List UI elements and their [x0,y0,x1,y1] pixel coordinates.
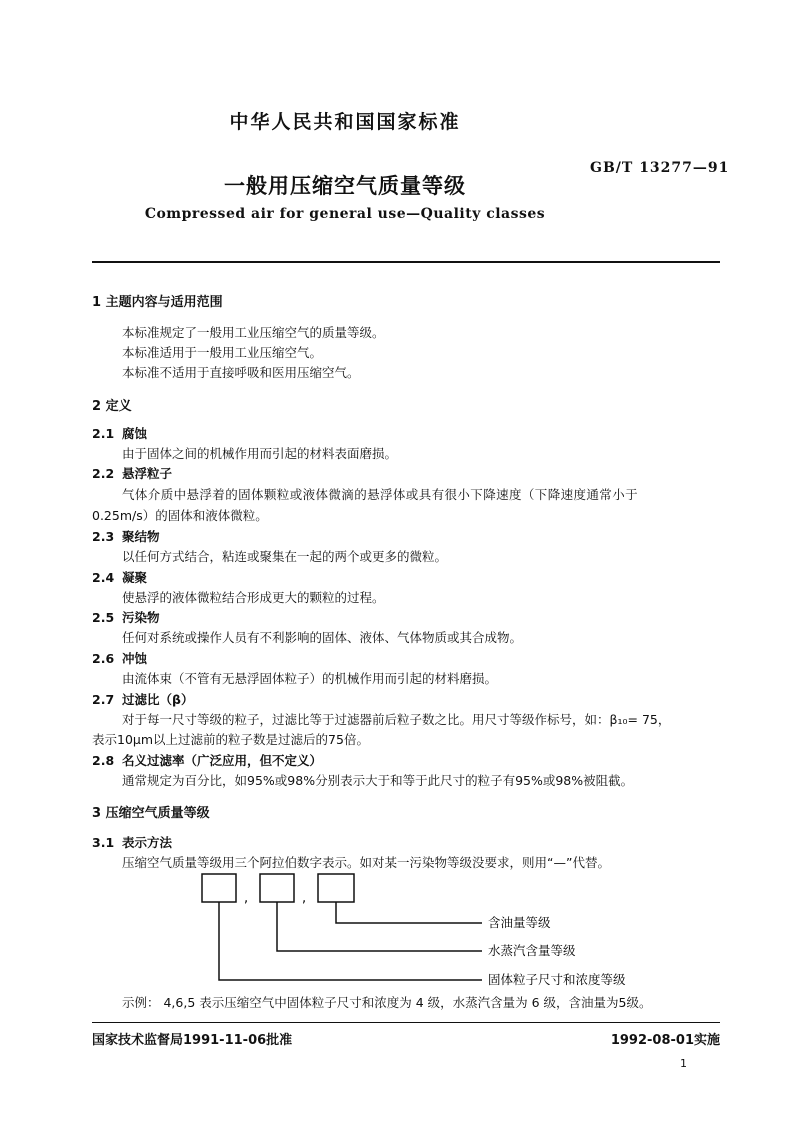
oil-content-leader-line [336,902,482,923]
definition-2-3-text: 以任何方式结合，粘连或聚集在一起的两个或更多的微粒。 [122,549,448,564]
approval-date: 国家技术监督局1991-11-06批准 [92,1033,293,1048]
effective-date: 1992-08-01实施 [610,1033,720,1048]
definition-number: 2.4 [92,570,115,585]
definition-2-7-text-line-1: 对于每一尺寸等级的粒子，过滤比等于过滤器前后粒子数之比。用尺寸等级作标号，如：β₁₀= 75， [122,712,671,727]
definition-number: 2.8 [92,753,115,768]
definition-2-8-heading [92,751,322,769]
definition-2-4-text: 使悬浮的液体微粒结合形成更大的颗粒的过程。 [122,590,385,605]
section-3-text: 压缩空气质量等级用三个阿拉伯数字表示。如对某一污染物等级没要求，则用“—”代替。 [122,855,610,870]
section-1-para-2: 本标准适用于一般用工业压缩空气。 [122,345,323,360]
box-separator-comma: , [244,891,249,906]
box-separator-comma: , [302,891,307,906]
solid-particle-label: 固体粒子尺寸和浓度等级 [488,972,626,987]
definition-number: 2.2 [92,466,115,481]
water-vapour-class-box [260,874,294,902]
header-rule [92,261,720,263]
definition-term: 凝聚 [122,570,148,585]
definition-2-1-heading [92,424,147,442]
definition-number: 2.1 [92,426,115,441]
definition-number: 2.3 [92,529,115,544]
definition-2-4-heading [92,568,147,586]
notation-example: 示例： 4,6,5 表示压缩空气中固体粒子尺寸和浓度为 4 级，水蒸汽含量为 6 级，含油量为5级。 [122,995,652,1010]
section-1-para-1: 本标准规定了一般用工业压缩空气的质量等级。 [122,325,385,340]
section-3-heading: 3 压缩空气质量等级 [92,806,210,821]
title-english: Compressed air for general use—Quality classes [144,206,546,222]
definition-2-6-text: 由流体束（不管有无悬浮固体粒子）的机械作用而引起的材料磨损。 [122,671,498,686]
definition-2-2-heading [92,464,172,482]
definition-term: 名义过滤率（广泛应用，但不定义） [122,753,323,768]
definition-2-2-text-line-2: 0.25m/s）的固体和液体微粒。 [92,508,268,523]
subsection-3-1-heading [92,833,172,851]
definition-2-8-text: 通常规定为百分比，如95%或98%分别表示大于和等于此尺寸的粒子有95%或98%被阻截。 [122,773,634,788]
quality-class-notation-diagram [190,870,660,992]
definition-number: 2.6 [92,651,115,666]
page-number: 1 [680,1057,687,1070]
oil-content-label: 含油量等级 [488,915,551,930]
definition-term: 腐蚀 [122,426,148,441]
subsection-number: 3.1 [92,835,115,850]
oil-content-class-box [318,874,354,902]
definition-term: 聚结物 [122,529,160,544]
title-chinese: 一般用压缩空气质量等级 [224,174,466,198]
section-2-heading: 2 定义 [92,399,132,414]
definition-term: 污染物 [122,610,160,625]
definition-number: 2.5 [92,610,115,625]
definition-number: 2.7 [92,692,115,707]
definition-2-6-heading [92,649,147,667]
definition-2-3-heading [92,527,160,545]
water-vapour-label: 水蒸汽含量等级 [488,943,576,958]
definition-2-5-text: 任何对系统或操作人员有不利影响的固体、液体、气体物质或其合成物。 [122,630,523,645]
definition-term: 冲蚀 [122,651,148,666]
solid-particle-class-box [202,874,236,902]
water-vapour-leader-line [277,902,482,951]
section-1-para-3: 本标准不适用于直接呼吸和医用压缩空气。 [122,365,360,380]
section-1-heading: 1 主题内容与适用范围 [92,295,223,310]
definition-term: 悬浮粒子 [122,466,173,481]
definition-2-7-text-line-2: 表示10μm以上过滤前的粒子数是过滤后的75倍。 [92,732,369,747]
solid-particle-leader-line [219,902,482,980]
definition-2-1-text: 由于固体之间的机械作用而引起的材料表面磨损。 [122,446,398,461]
definition-2-2-text-line-1: 气体介质中悬浮着的固体颗粒或液体微滴的悬浮体或具有很小下降速度（下降速度通常小于 [122,487,639,502]
definition-2-7-heading [92,690,193,708]
definition-term: 过滤比（β） [122,692,194,707]
issuing-organization: 中华人民共和国国家标准 [229,111,461,133]
footer-rule [92,1022,720,1023]
definition-2-5-heading [92,608,160,626]
subsection-term: 表示方法 [122,835,173,850]
standard-number: GB/T 13277—91 [590,160,730,176]
